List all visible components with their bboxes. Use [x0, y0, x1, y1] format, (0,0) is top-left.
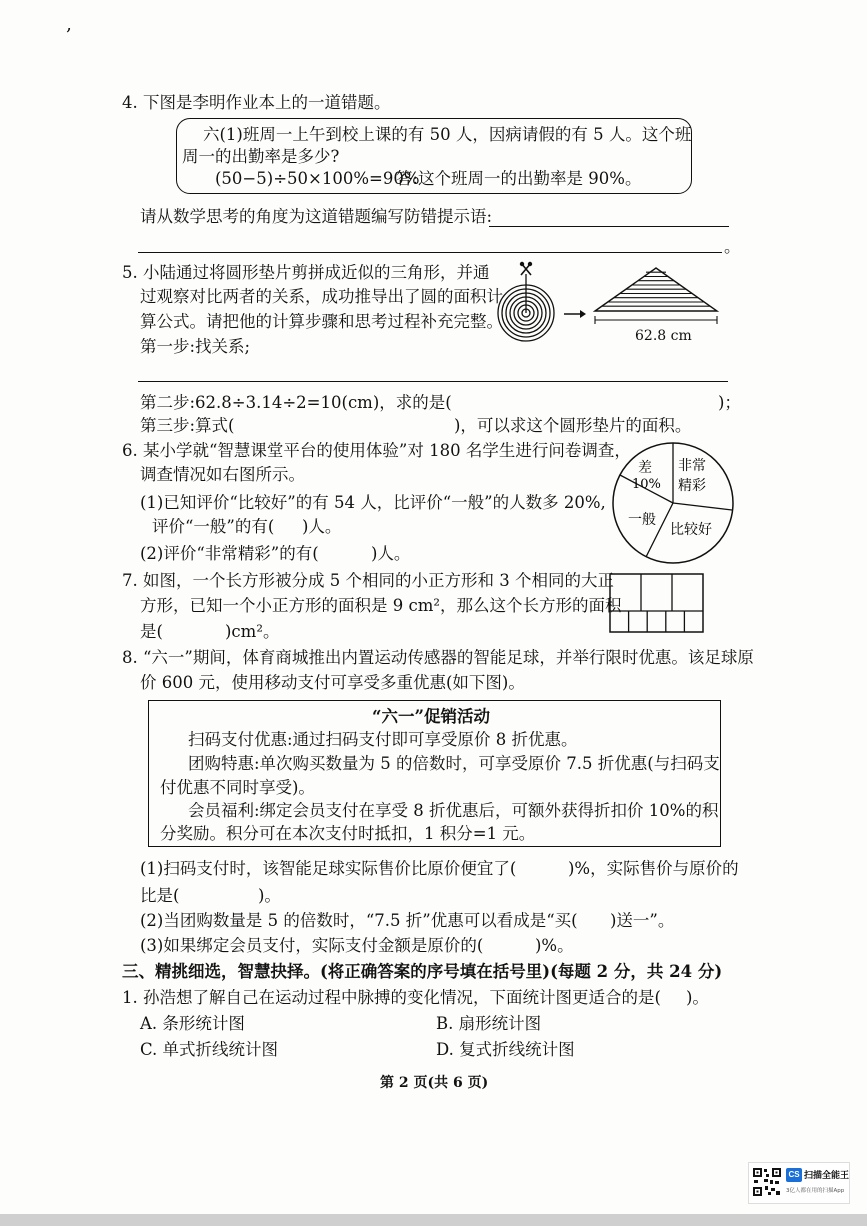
length-marker	[595, 316, 717, 324]
q4-box-line2: 周一的出勤率是多少?	[182, 147, 340, 166]
section3-q1-b: )。	[686, 988, 709, 1007]
q7-line2: 方形，已知一个小正方形的面积是 9 cm²，那么这个长方形的面积	[140, 596, 622, 615]
striped-triangle	[595, 268, 717, 311]
q7-line3-b: )cm²。	[225, 622, 280, 641]
q8-sub2-b: )送一”。	[610, 911, 675, 930]
q8-sub3-a: (3)如果绑定会员支付，实际支付金额是原价的(	[140, 936, 484, 955]
q5-line2: 过观察对比两者的关系，成功推导出了圆的面积计	[140, 287, 503, 306]
q8-sub3-b: )%。	[535, 936, 574, 955]
q5-step3-b: )，可以求这个圆形垫片的面积。	[454, 416, 692, 435]
q6-sub1-b: 评价“一般”的有(	[152, 517, 275, 536]
corner-mark: ‚	[66, 14, 72, 35]
q8-line1: 8. “六一”期间，体育商城推出内置运动传感器的智能足球，并举行限时优惠。该足球原	[122, 648, 754, 667]
q5-line1: 5. 小陆通过将圆形垫片剪拼成近似的三角形，并通	[122, 263, 490, 282]
scanner-badge	[748, 1162, 850, 1204]
q4-answer-line-1[interactable]	[489, 226, 729, 227]
q5-step1: 第一步:找关系;	[140, 337, 251, 356]
q6-sub2-b: )人。	[371, 544, 411, 563]
q8-sub2-a: (2)当团购数量是 5 的倍数时，“7.5 折”优惠可以看成是“买(	[140, 911, 578, 930]
section3-option-a[interactable]: A. 条形统计图	[140, 1014, 245, 1033]
q8-sub1-a: (1)扫码支付时，该智能足球实际售价比原价便宜了(	[140, 859, 517, 878]
q5-line3: 算公式。请把他的计算步骤和思考过程补充完整。	[140, 312, 503, 331]
q5-step2-b: )；	[718, 393, 741, 412]
q7-line3-a: 是(	[140, 622, 163, 641]
q6-sub1-a: (1)已知评价“比较好”的有 54 人，比评价“一般”的人数多 20%,	[140, 493, 606, 512]
page-bottom-edge	[0, 1214, 867, 1226]
pie-label-good: 比较好	[670, 522, 712, 538]
q8-line2: 价 600 元，使用移动支付可享受多重优惠(如下图)。	[140, 673, 525, 692]
q8-promo-2a: 团购特惠:单次购买数量为 5 的倍数时，可享受原价 7.5 折优惠(与扫码支	[188, 754, 720, 773]
qr-code-icon	[752, 1167, 782, 1197]
section3-heading: 三、精挑细选，智慧抉择。(将正确答案的序号填在括号里)(每题 2 分，共 24 分)	[122, 962, 723, 981]
scanner-logo: CS	[786, 1168, 802, 1182]
pie-label-normal: 一般	[628, 512, 656, 528]
q5-step3-a: 第三步:算式(	[140, 416, 235, 435]
q8-promo-2b: 付优惠不同时享受)。	[160, 778, 315, 797]
q8-sub1-c: 比是(	[140, 886, 180, 905]
q4-box-answer: 答:这个班周一的出勤率是 90%。	[396, 169, 642, 188]
q4-answer-line-2[interactable]	[138, 252, 722, 253]
q8-sub1-d: )。	[258, 886, 281, 905]
q8-promo-3a: 会员福利:绑定会员支付在享受 8 折优惠后，可额外获得折扣价 10%的积	[188, 801, 719, 820]
pie-label-great-1: 非常	[678, 458, 706, 474]
pie-label-great-2: 精彩	[678, 478, 706, 494]
q4-end-mark: 。	[724, 237, 741, 256]
q6-line2: 调查情况如右图所示。	[140, 465, 305, 484]
q8-promo-title: “六一”促销活动	[372, 707, 490, 726]
q8-promo-3b: 分奖励。积分可在本次支付时抵扣，1 积分=1 元。	[160, 824, 536, 843]
q4-prompt: 请从数学思考的角度为这道错题编写防错提示语:	[140, 207, 493, 226]
pie-label-poor-value: 10%	[632, 477, 661, 492]
q5-step2-a: 第二步:62.8÷3.14÷2=10(cm)，求的是(	[140, 393, 452, 412]
pie-divider-3	[673, 503, 732, 510]
right-arrow-icon	[564, 310, 586, 318]
q5-figure-length: 62.8 cm	[635, 328, 692, 344]
page-number: 第 2 页(共 6 页)	[380, 1075, 489, 1091]
pie-label-poor: 差	[638, 460, 652, 476]
section3-q1-a: 1. 孙浩想了解自己在运动过程中脉搏的变化情况，下面统计图更适合的是(	[122, 988, 661, 1007]
q4-box-calc: (50−5)÷50×100%=90%	[215, 169, 420, 188]
q5-figure	[496, 258, 736, 358]
q4-box-line1: 六(1)班周一上午到校上课的有 50 人，因病请假的有 5 人。这个班	[203, 125, 692, 144]
q7-line1: 7. 如图，一个长方形被分成 5 个相同的小正方形和 3 个相同的大正	[122, 571, 614, 590]
q8-sub1-b: )%，实际售价与原价的	[568, 859, 739, 878]
q6-pie-chart	[610, 440, 736, 566]
scanner-name: 扫描全能王	[804, 1171, 850, 1181]
q6-sub1-c: )人。	[302, 517, 342, 536]
concentric-circles	[498, 274, 554, 341]
scanner-tagline: 3亿人都在用的扫描App	[786, 1188, 845, 1194]
q4-stem: 4. 下图是李明作业本上的一道错题。	[122, 93, 391, 112]
q6-line1: 6. 某小学就“智慧课堂平台的使用体验”对 180 名学生进行问卷调查，	[122, 441, 631, 460]
q5-step1-answer-line[interactable]	[138, 381, 728, 382]
section3-option-d[interactable]: D. 复式折线统计图	[436, 1040, 575, 1059]
q6-sub2-a: (2)评价“非常精彩”的有(	[140, 544, 319, 563]
section3-option-b[interactable]: B. 扇形统计图	[436, 1014, 542, 1033]
q7-rectangle-figure	[609, 573, 705, 635]
scissors-icon	[520, 262, 532, 275]
section3-option-c[interactable]: C. 单式折线统计图	[140, 1040, 279, 1059]
q8-promo-1: 扫码支付优惠:通过扫码支付即可享受原价 8 折优惠。	[188, 730, 578, 749]
